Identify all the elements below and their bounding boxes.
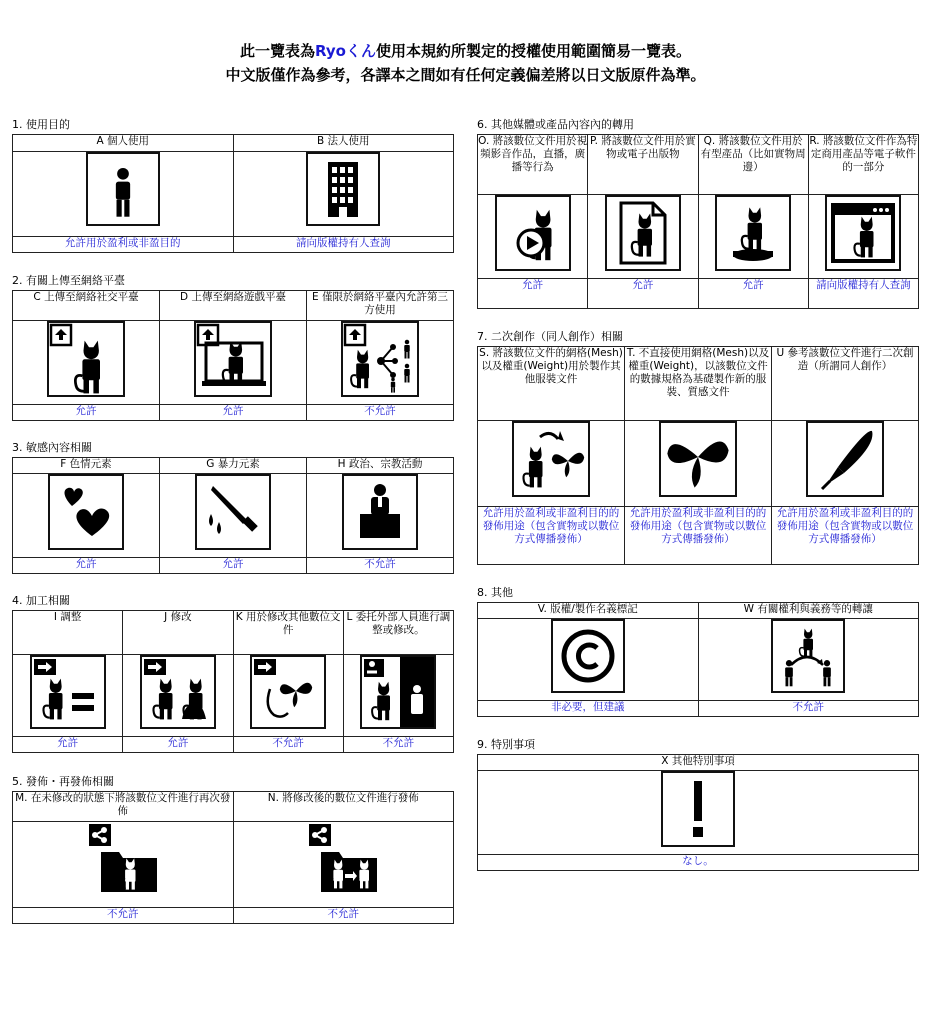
answer-text: 允許 [478, 279, 588, 309]
section-distribution [12, 775, 454, 924]
license-table [477, 602, 919, 717]
item-label: R. 將該數位文件作為特定商用產品等電子軟件的一部分 [808, 135, 918, 195]
license-table [477, 346, 919, 565]
exclamation-icon [661, 771, 735, 847]
item-label: E 僅限於網絡平臺內允許第三方使用 [307, 291, 454, 321]
license-table [477, 134, 919, 309]
section-title: 8. 其他 [477, 586, 513, 599]
item-label: U 參考該數位文件進行二次創造（所謂同人創作） [772, 347, 919, 421]
license-table [12, 610, 454, 753]
answer-text: なし。 [478, 855, 919, 871]
video-play-icon [495, 195, 571, 271]
knife-icon [195, 474, 271, 550]
section-sensitive-content [12, 441, 454, 574]
section-title: 6. 其他媒體或產品內容內的轉用 [477, 118, 634, 131]
item-label: H 政治、宗教活動 [307, 458, 454, 474]
answer-text: 不允許 [233, 908, 454, 924]
item-label: A 個人使用 [13, 135, 234, 152]
item-label: J 修改 [123, 611, 233, 655]
item-label: V. 版權/製作名義標記 [478, 603, 699, 619]
section-usage-purpose [12, 118, 454, 253]
item-label: L 委托外部人員進行調整或修改。 [343, 611, 453, 655]
answer-text: 允許 [13, 405, 160, 421]
answer-text: 允許用於盈利或非盈利目的的發佈用途（包含實物或以數位方式傳播發佈） [772, 507, 919, 565]
item-label: P. 將該數位文件用於實物或電子出版物 [588, 135, 698, 195]
answer-text: 允許用於盈利或非盈目的 [13, 237, 234, 253]
section-upload-platform [12, 274, 454, 421]
license-table [12, 134, 454, 253]
answer-text: 允許 [160, 558, 307, 574]
distribute-modified-icon [307, 822, 379, 894]
hearts-icon [48, 474, 124, 550]
answer-text: 允許 [698, 279, 808, 309]
license-table [12, 457, 454, 574]
section-title: 5. 發佈・再發佈相關 [12, 775, 114, 788]
answer-text: 不允許 [307, 558, 454, 574]
publication-icon [605, 195, 681, 271]
outsource-icon [360, 655, 436, 729]
figure-product-icon [715, 195, 791, 271]
answer-text: 允許 [13, 737, 123, 753]
item-label: X 其他特別事項 [478, 755, 919, 771]
answer-text: 允許用於盈利或非盈利目的的發佈用途（包含實物或以數位方式傳播發佈） [478, 507, 625, 565]
header-line-1: 此一覽表為Ryoくん使用本規約所製定的授權使用範圍簡易一覽表。 [240, 42, 691, 60]
answer-text: 不允許 [13, 908, 234, 924]
item-label: G 暴力元素 [160, 458, 307, 474]
office-building-icon [306, 152, 380, 226]
answer-text: 允許用於盈利或非盈利目的的發佈用途（包含實物或以數位方式傳播發佈） [625, 507, 772, 565]
answer-text: 請向版權持有人查詢 [808, 279, 918, 309]
podium-speaker-icon [342, 474, 418, 550]
answer-text: 不允許 [233, 737, 343, 753]
person-icon [86, 152, 160, 226]
modify-icon [140, 655, 216, 729]
author-name: Ryoくん [315, 42, 376, 60]
item-label: N. 將修改後的數位文件進行發佈 [233, 792, 454, 822]
section-title: 3. 敏感內容相關 [12, 441, 92, 454]
item-label: Q. 將該數位文件用於有型產品（比如實物周邊） [698, 135, 808, 195]
section-title: 7. 二次創作（同人創作）相關 [477, 330, 623, 343]
section-media-reuse [477, 118, 919, 309]
adjust-equal-icon [30, 655, 106, 729]
software-window-icon [825, 195, 901, 271]
license-table [12, 791, 454, 924]
section-title: 2. 有關上傳至網絡平臺 [12, 274, 125, 287]
answer-text: 允許 [160, 405, 307, 421]
pen-nib-icon [806, 421, 884, 497]
item-label: B 法人使用 [233, 135, 454, 152]
mesh-to-clothes-icon [512, 421, 590, 497]
third-party-share-icon [341, 321, 419, 397]
section-special-notes [477, 738, 919, 871]
license-table [477, 754, 919, 871]
answer-text: 不允許 [307, 405, 454, 421]
answer-text: 不允許 [698, 701, 919, 717]
section-processing [12, 594, 454, 753]
answer-text: 允許 [123, 737, 233, 753]
new-clothes-icon [659, 421, 737, 497]
item-label: I 調整 [13, 611, 123, 655]
section-title: 4. 加工相關 [12, 594, 70, 607]
rights-transfer-icon [771, 619, 845, 693]
license-table [12, 290, 454, 421]
item-label: F 色情元素 [13, 458, 160, 474]
item-label: O. 將該數位文件用於視頻影音作品，直播，廣播等行為 [478, 135, 588, 195]
item-label: W 有關權利與義務等的轉讓 [698, 603, 919, 619]
answer-text: 不允許 [343, 737, 453, 753]
upload-social-icon [47, 321, 125, 397]
item-label: M. 在未修改的狀態下將該數位文件進行再次發佈 [13, 792, 234, 822]
item-label: D 上傳至網絡遊戲平臺 [160, 291, 307, 321]
copyright-icon [551, 619, 625, 693]
item-label: S. 將該數位文件的網格(Mesh)以及權重(Weight)用於製作其他服裝文件 [478, 347, 625, 421]
section-other [477, 586, 919, 717]
header-line-2: 中文版僅作為參考，各譯本之間如有任何定義偏差將以日文版原件為準。 [225, 66, 706, 84]
answer-text: 非必要，但建議 [478, 701, 699, 717]
upload-game-icon [194, 321, 272, 397]
answer-text: 允許 [13, 558, 160, 574]
section-title: 9. 特別事項 [477, 738, 535, 751]
section-derivative-works [477, 330, 919, 565]
item-label: K 用於修改其他數位文件 [233, 611, 343, 655]
answer-text: 允許 [588, 279, 698, 309]
redistribute-folder-icon [87, 822, 159, 894]
item-label: T. 不直接使用網格(Mesh)以及權重(Weight)，以該數位文件的數據規格為基礎製作新的服裝、質感文件 [625, 347, 772, 421]
section-title: 1. 使用目的 [12, 118, 70, 131]
modify-other-file-icon [250, 655, 326, 729]
item-label: C 上傳至網絡社交平臺 [13, 291, 160, 321]
answer-text: 請向版權持有人查詢 [233, 237, 454, 253]
